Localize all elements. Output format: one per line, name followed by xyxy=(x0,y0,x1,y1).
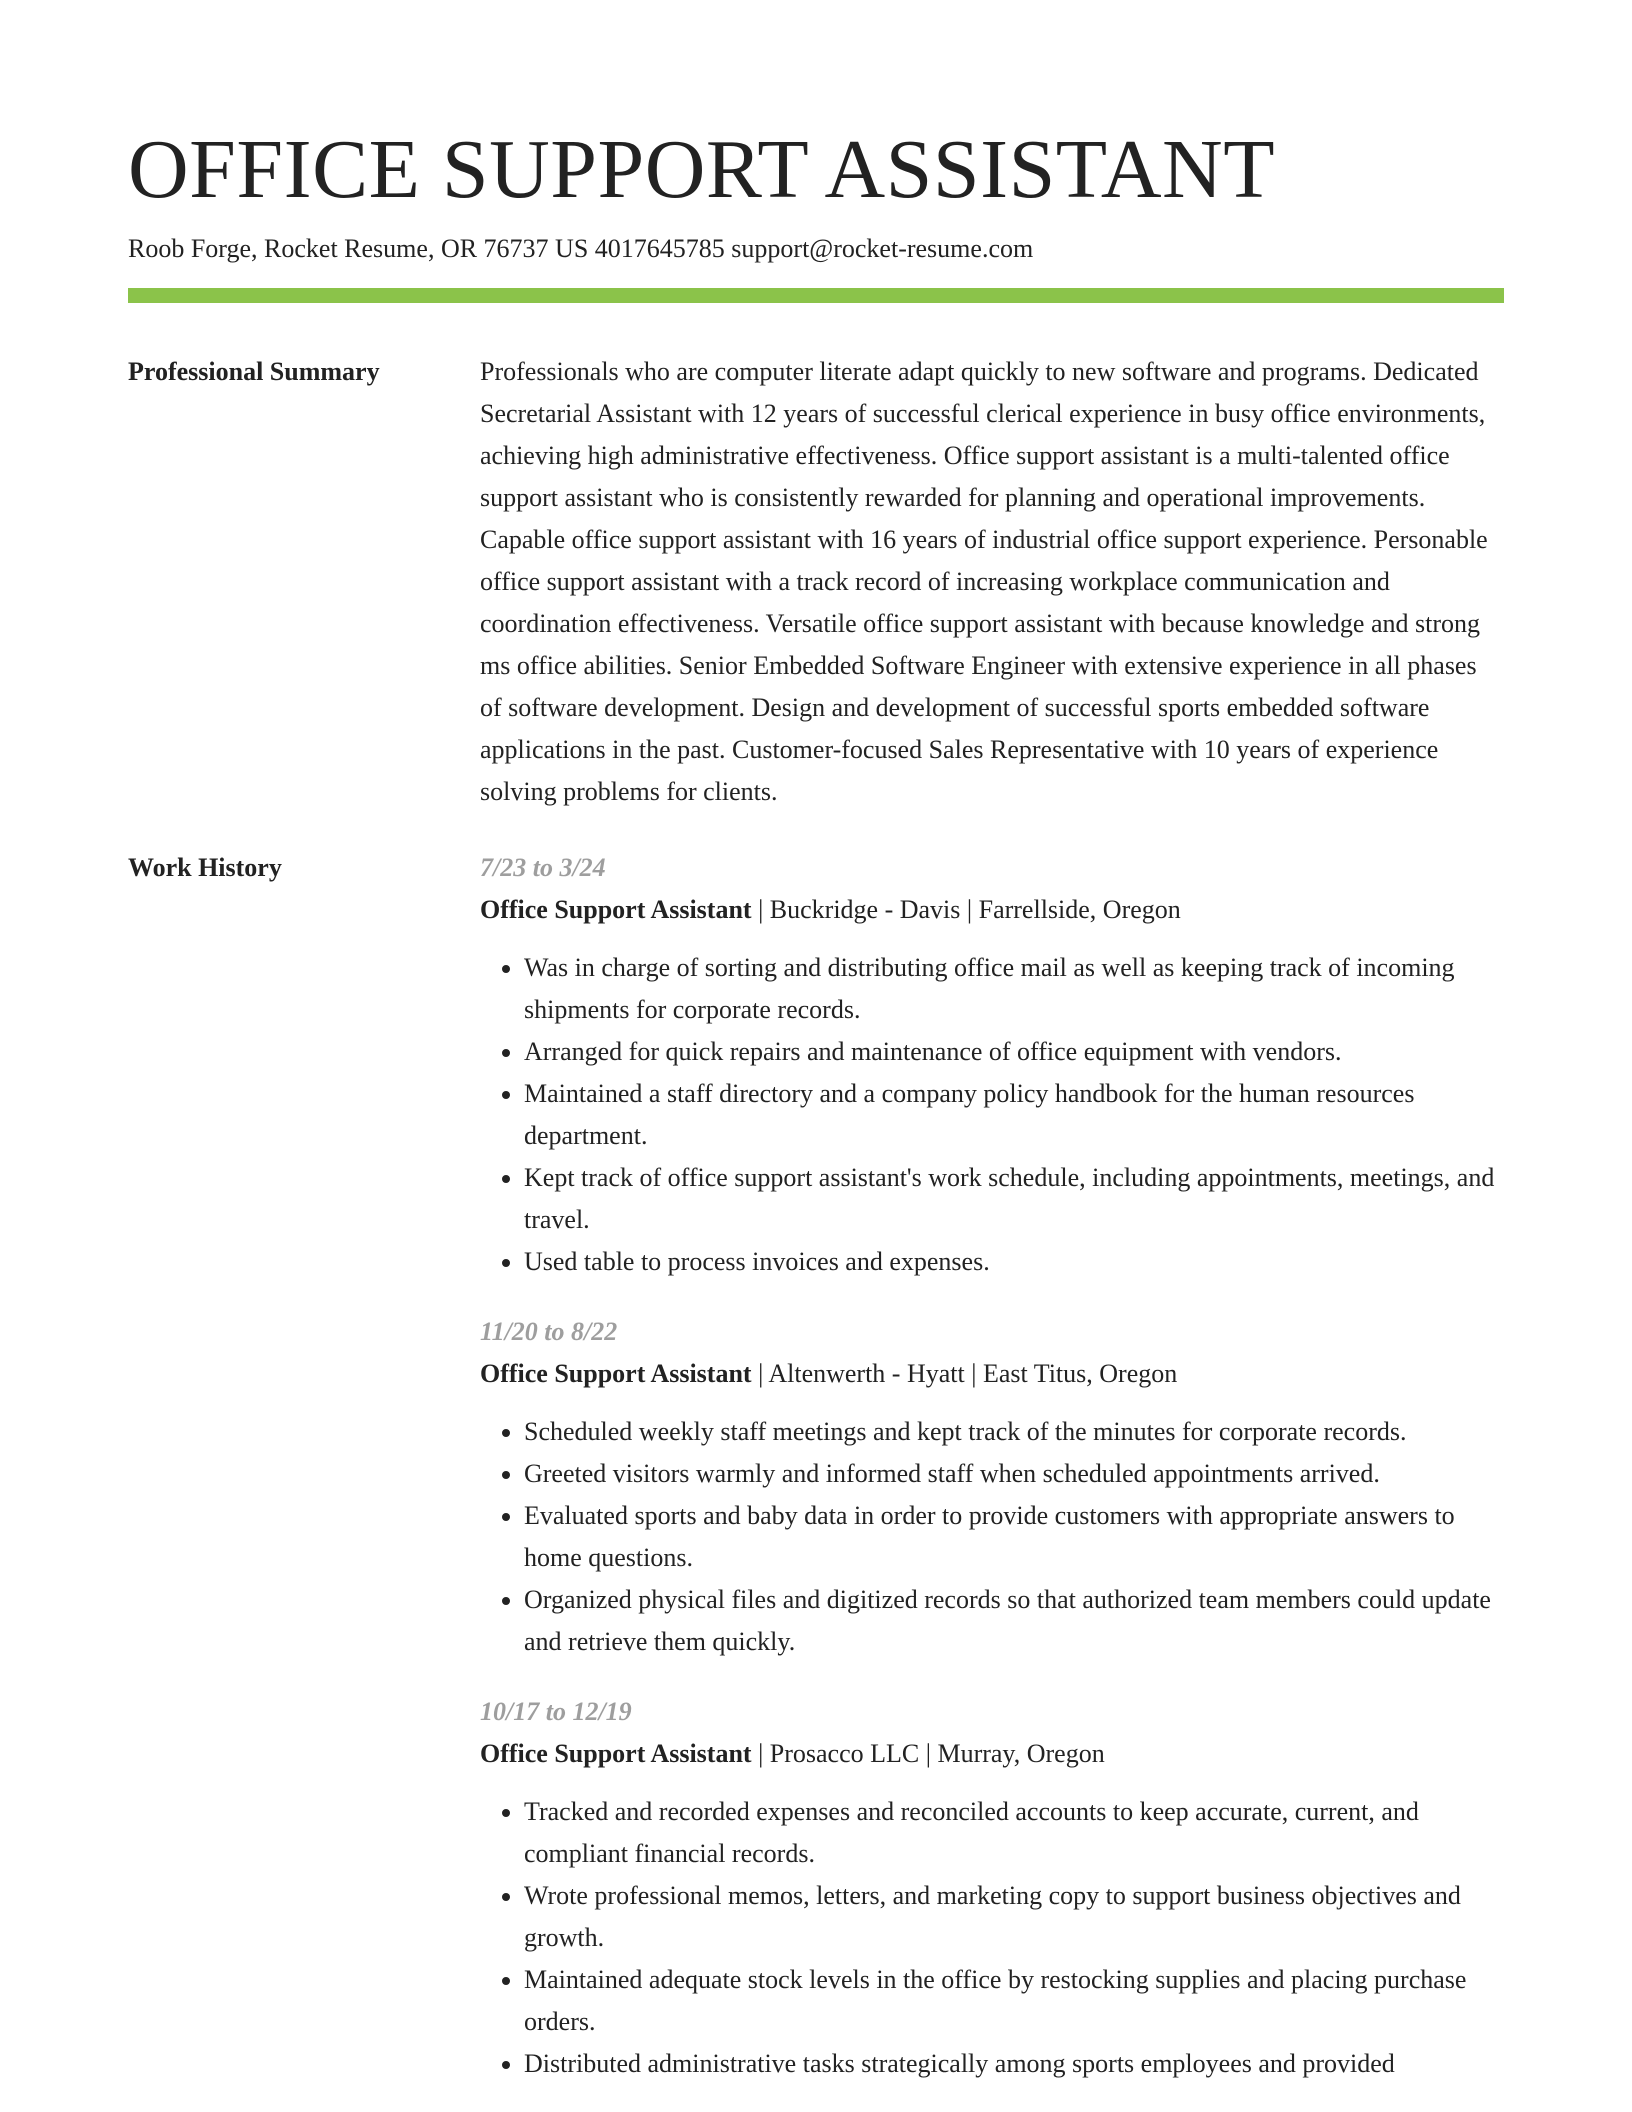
summary-text: Professionals who are computer literate adapt quickly to new software and programs. Dedicated Secretarial Assistant with 12 years of successful clerical experience in busy office environments, achieving high administrative effectiveness. Office support assistant is a multi-talented office support assistant who is consistently rewarded for planning and operational improvements. Capable office support assistant with 16 years of industrial office support experience. Personable office support assistant with a track record of increasing workplace communication and coordination effectiveness. Versatile office support assistant with because knowledge and strong ms office abilities. Senior Embedded Software Engineer with extensive experience in all phases of software development. Design and development of successful sports embedded software applications in the past. Customer-focused Sales Representative with 10 years of experience solving problems for clients. xyxy=(480,357,1488,806)
contact-info: Roob Forge, Rocket Resume, OR 76737 US 4017645785 support@rocket-resume.com xyxy=(128,234,1034,263)
job-bullet: • Distributed administrative tasks strategically among sports employees and provided xyxy=(524,2043,1504,2085)
job-dates: 11/20 to 8/22 xyxy=(480,1317,618,1346)
resume-name: OFFICE SUPPORT ASSISTANT xyxy=(128,123,1276,216)
job-title: Office Support Assistant xyxy=(480,1359,752,1388)
job-bullets xyxy=(480,947,1504,1283)
job-title: Office Support Assistant xyxy=(480,895,752,924)
job-bullet: • Organized physical files and digitized records so that authorized team members could update and retrieve them quickly. xyxy=(524,1579,1504,1663)
accent-divider xyxy=(128,288,1504,303)
job-bullet: • Kept track of office support assistant's work schedule, including appointments, meetings, and travel. xyxy=(524,1157,1504,1241)
job-title: Office Support Assistant xyxy=(480,1739,752,1768)
job-heading xyxy=(480,889,1504,931)
job-bullet: • Maintained adequate stock levels in the office by restocking supplies and placing purchase orders. xyxy=(524,1959,1504,2043)
job-heading xyxy=(480,1353,1504,1395)
job-details: | Prosacco LLC | Murray, Oregon xyxy=(751,1739,1105,1768)
job-bullet: • Was in charge of sorting and distributing office mail as well as keeping track of incoming shipments for corporate records. xyxy=(524,947,1504,1031)
job-bullets xyxy=(480,1791,1504,2085)
job-bullet: • Greeted visitors warmly and informed staff when scheduled appointments arrived. xyxy=(524,1453,1504,1495)
job-entry xyxy=(480,1691,1504,2085)
job-bullet: • Arranged for quick repairs and maintenance of office equipment with vendors. xyxy=(524,1031,1504,1073)
summary-section xyxy=(128,351,1504,813)
resume-page xyxy=(128,0,1504,2085)
job-bullet: • Scheduled weekly staff meetings and kept track of the minutes for corporate records. xyxy=(524,1411,1504,1453)
job-dates: 10/17 to 12/19 xyxy=(480,1697,632,1726)
work-history-section xyxy=(128,847,1504,2085)
job-bullet: • Maintained a staff directory and a company policy handbook for the human resources department. xyxy=(524,1073,1504,1157)
work-history-heading: Work History xyxy=(128,853,282,882)
job-details: | Altenwerth - Hyatt | East Titus, Oregon xyxy=(751,1359,1178,1388)
job-bullet: • Tracked and recorded expenses and reconciled accounts to keep accurate, current, and compliant financial records. xyxy=(524,1791,1504,1875)
summary-heading: Professional Summary xyxy=(128,357,380,386)
job-entry xyxy=(480,847,1504,1283)
job-dates: 7/23 to 3/24 xyxy=(480,853,606,882)
job-heading xyxy=(480,1733,1504,1775)
job-bullets xyxy=(480,1411,1504,1663)
job-bullet: • Used table to process invoices and expenses. xyxy=(524,1241,1504,1283)
job-entry xyxy=(480,1311,1504,1663)
job-list xyxy=(480,847,1504,2085)
job-bullet: • Wrote professional memos, letters, and marketing copy to support business objectives and growth. xyxy=(524,1875,1504,1959)
job-bullet: • Evaluated sports and baby data in order to provide customers with appropriate answers to home questions. xyxy=(524,1495,1504,1579)
job-details: | Buckridge - Davis | Farrellside, Oregon xyxy=(751,895,1181,924)
